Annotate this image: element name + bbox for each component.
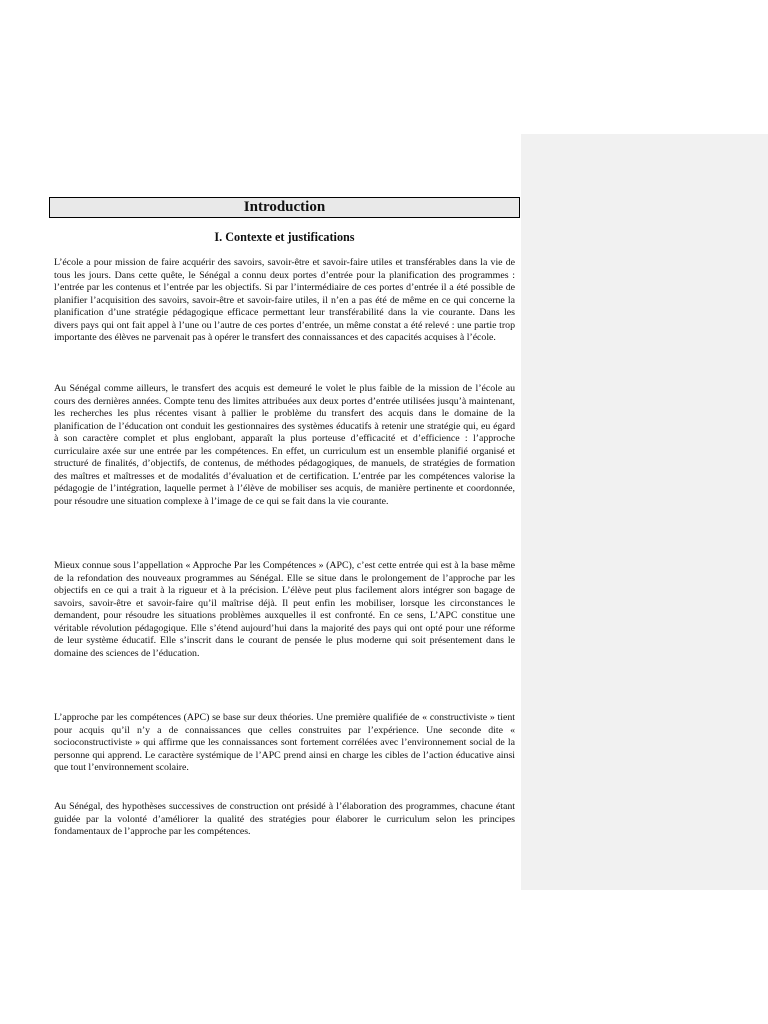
- paragraph: L’école a pour mission de faire acquérir des savoirs, savoir-être et savoir-faire utiles et transférables dans la vie de tous les jours. Dans cette quête, le Sénégal a connu deux portes d’entrée pour la planification des programmes : l’entrée par les contenus et l’entrée par les objectifs. Si par l’intermédiaire de ces portes d’entrée il a été possible de planifier l’acquisition des savoirs, savoir-être et savoir-faire utiles, il n’en a pas été de même en ce qui concerne la planification d’une stratégie pédagogique efficace permettant leur transférabilité dans la vie courante. Dans les divers pays qui ont fait appel à l’une ou l’autre de ces portes d’entrée, un même constat a été relevé : une partie trop importante des élèves ne parvenait pas à opérer le transfert des connaissances et des capacités acquises à l’école.: [54, 257, 515, 344]
- page-title: Introduction: [243, 199, 326, 215]
- section-heading: I. Contexte et justifications: [214, 230, 355, 244]
- comment-margin-pane: [521, 134, 768, 890]
- paragraph: Au Sénégal, des hypothèses successives de construction ont présidé à l’élaboration des programmes, chacune étant guidée par la volonté d’améliorer la qualité des stratégies pour élaborer le curriculum selon les principes fondamentaux de l’approche par les compétences.: [54, 801, 515, 838]
- paragraph: Mieux connue sous l’appellation « Approche Par les Compétences » (APC), c’est cette entrée qui est à la base même de la refondation des nouveaux programmes au Sénégal. Elle se situe dans le prolongement de l’approche par les objectifs en ce qui a trait à la rigueur et à la précision. L’élève peut plus facilement alors intégrer son bagage de savoirs, savoir-être et savoir-faire qu’il maîtrise déjà. Il peut enfin les mobiliser, lorsque les circonstances le demandent, pour résoudre les situations problèmes auxquelles il est confronté. En ce sens, L’APC constitue une véritable révolution pédagogique. Elle s’étend aujourd’hui dans la majorité des pays qui ont opté pour une réforme de leur système éducatif. Elle s’inscrit dans le courant de pensée le plus moderne qui soit présentement dans le domaine des sciences de l’éducation.: [54, 560, 515, 659]
- paragraph: Au Sénégal comme ailleurs, le transfert des acquis est demeuré le volet le plus faible de la mission de l’école au cours des dernières années. Compte tenu des limites attribuées aux deux portes d’entrée utilisées jusqu’à maintenant, les recherches les plus récentes visant à pallier le problème du transfert des acquis dans le domaine de la planification de l’éducation ont conduit les gestionnaires des systèmes éducatifs à retenir une stratégie qui, eu égard à son caractère complet et plus englobant, apparaît la plus porteuse d’efficacité et d’efficience : l’approche curriculaire axée sur une entrée par les compétences. En effet, un curriculum est un ensemble planifié organisé et structuré de finalités, d’objectifs, de contenus, de méthodes pédagogiques, de manuels, de stratégies de formation des maîtres et maîtresses et de modalités d’évaluation et de certification. L’entrée par les compétences valorise la pédagogie de l’intégration, laquelle permet à l’élève de mobiliser ses acquis, de manière pertinente et coordonnée, pour résoudre une situation complexe à l’image de ce qui se fait dans la vie courante.: [54, 383, 515, 507]
- paragraph: L’approche par les compétences (APC) se base sur deux théories. Une première qualifiée de « constructiviste » tient pour acquis qu’il n’y a de connaissances que celles construites par l’expérience. Une seconde dite « socioconstructiviste » qui affirme que les connaissances sont fortement corrélées avec l’environnement social de la personne qui apprend. Le caractère systémique de l’APC prend ainsi en charge les cibles de l’action éducative ainsi que tout l’environnement scolaire.: [54, 712, 515, 774]
- title-box: [49, 197, 520, 218]
